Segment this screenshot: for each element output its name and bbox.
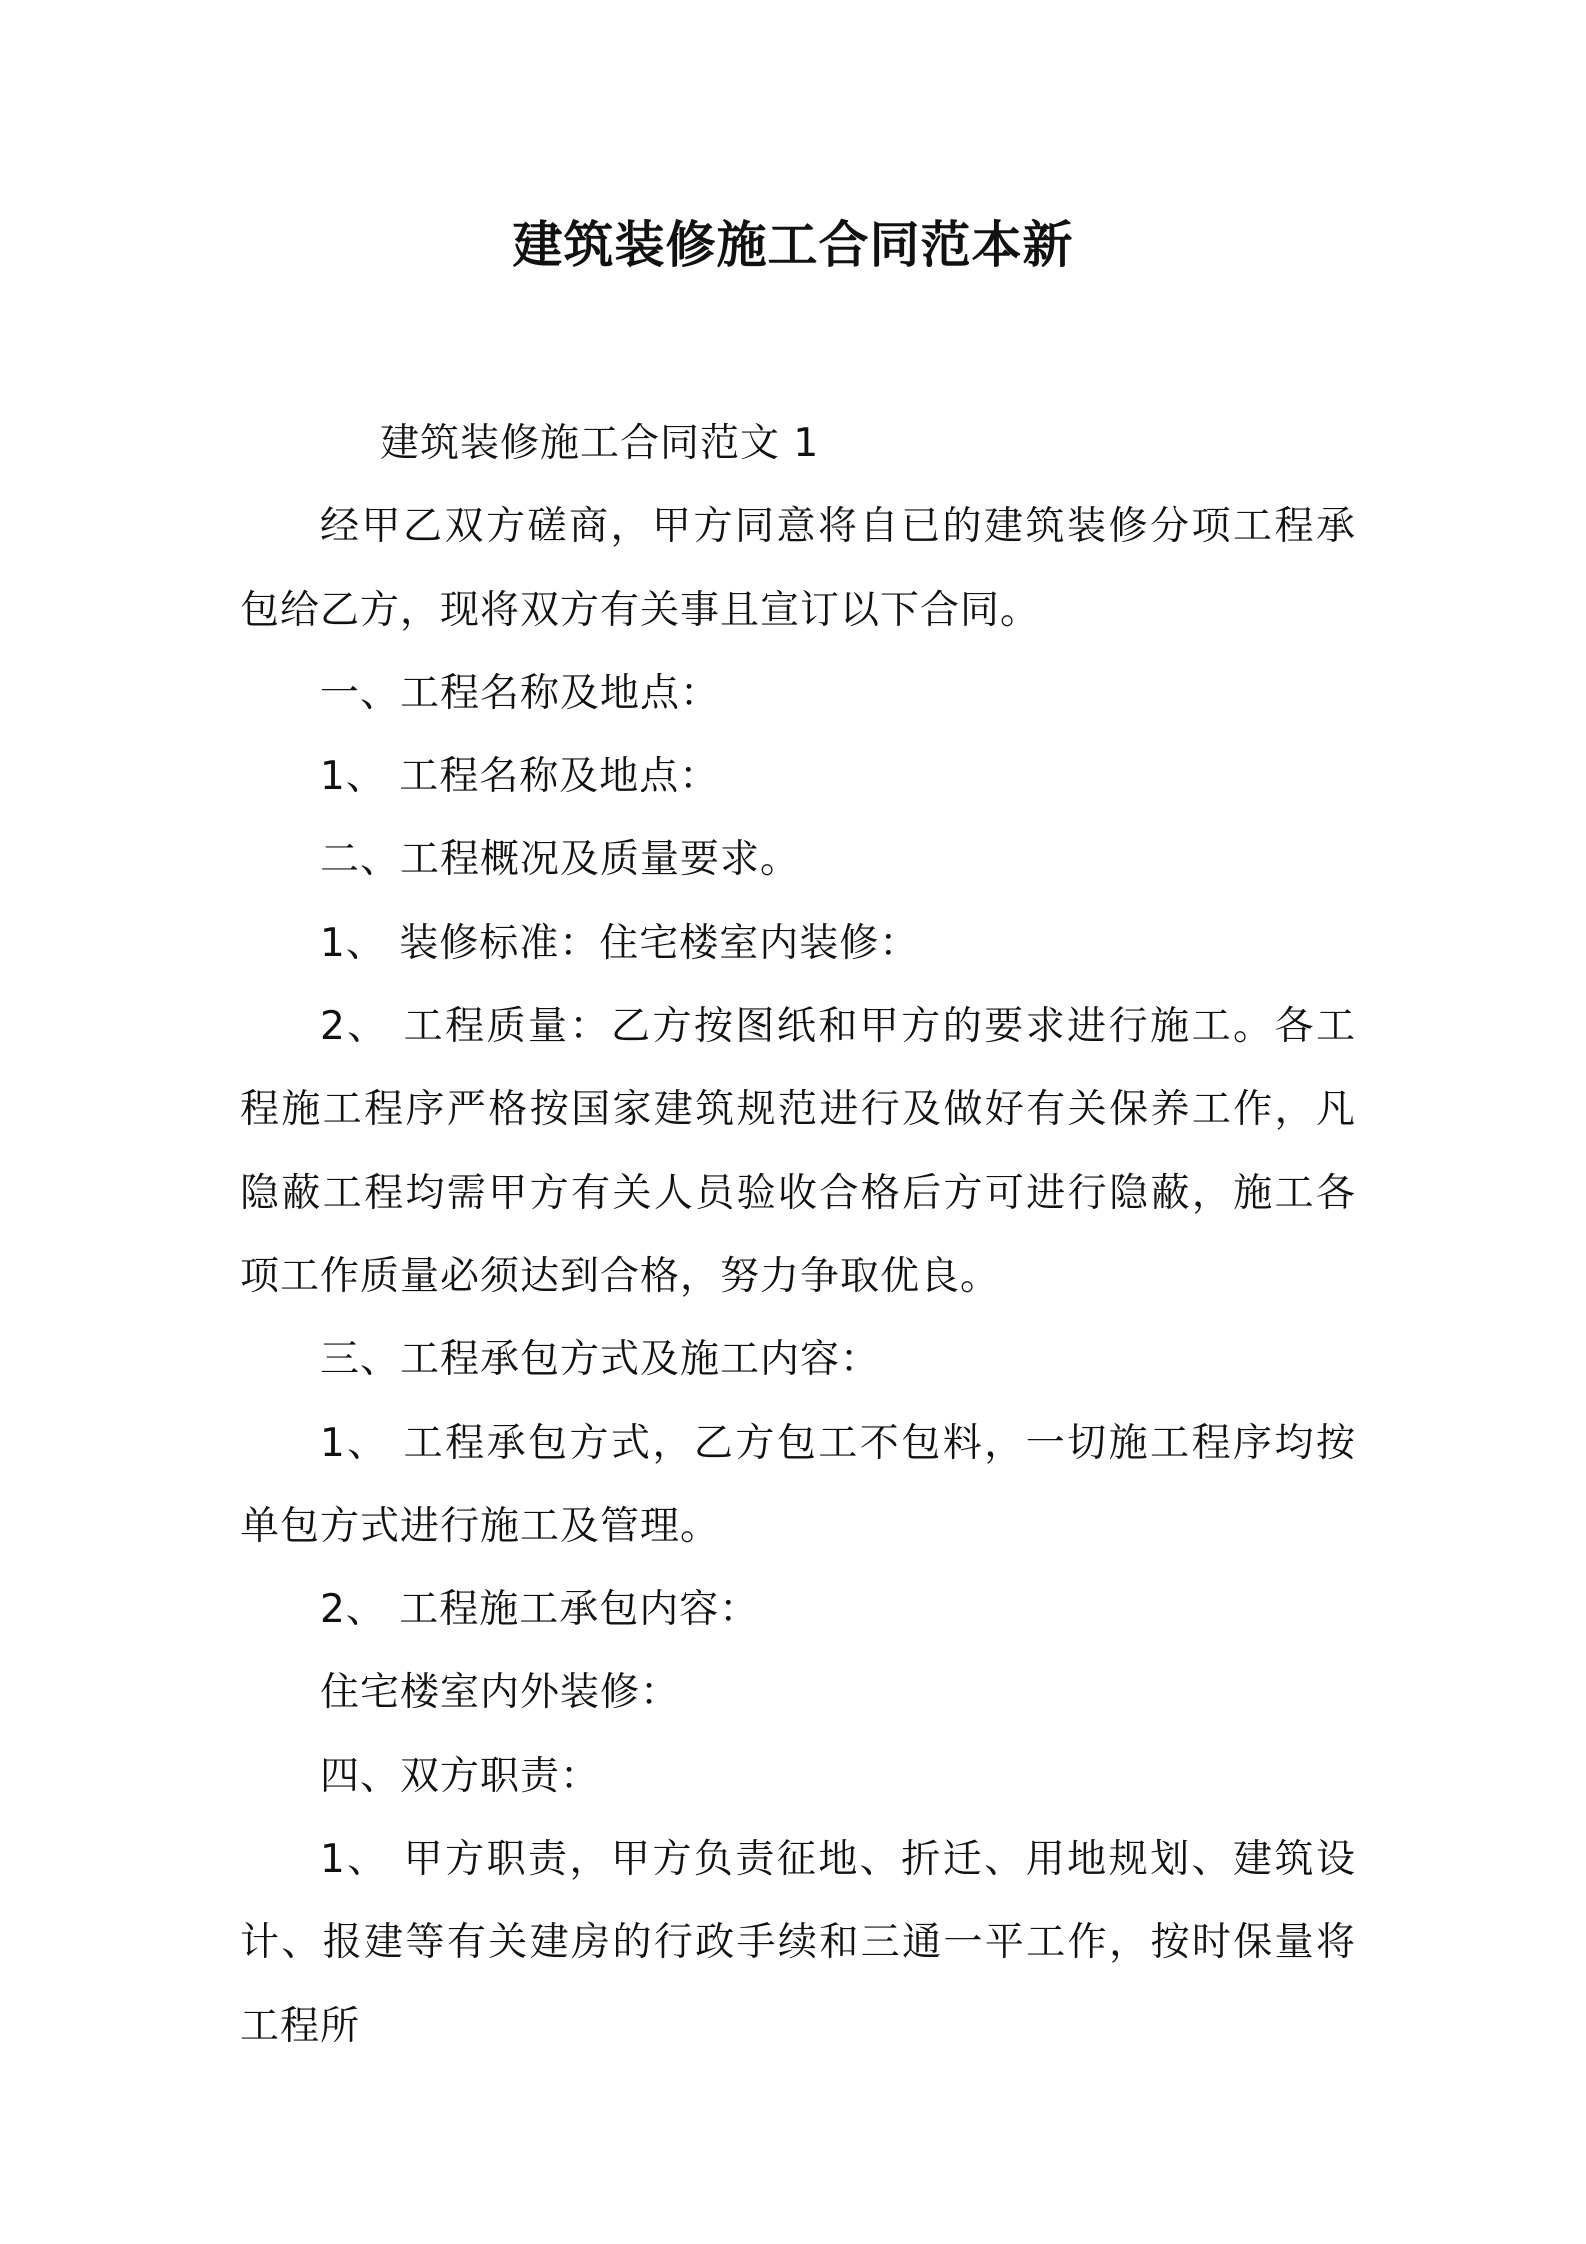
paragraph: 四、双方职责： — [320, 1753, 601, 1799]
paragraph: 经甲乙双方磋商，甲方同意将自已的建筑装修分项工程承包给乙方，现将双方有关事且宣订以下合同。 — [240, 504, 1356, 633]
paragraph: 住宅楼室内外装修： — [320, 1670, 681, 1716]
paragraph: 一、工程名称及地点： — [320, 670, 721, 716]
paragraph: 1、 工程承包方式，乙方包工不包料，一切施工程序均按单包方式进行施工及管理。 — [240, 1420, 1356, 1549]
paragraph: 1、 工程名称及地点： — [320, 754, 720, 800]
paragraph: 1、 甲方职责，甲方负责征地、折迁、用地规划、建筑设计、报建等有关建房的行政手续和三通一平工作，按时保量将工程所 — [240, 1837, 1356, 2049]
paragraph: 2、 工程施工承包内容： — [320, 1587, 760, 1633]
paragraph: 2、 工程质量：乙方按图纸和甲方的要求进行施工。各工程施工程序严格按国家建筑规范进行及做好有关保养工作，凡隐蔽工程均需甲方有关人员验收合格后方可进行隐蔽，施工各项工作质量必须达到合格，努力争取优良。 — [240, 1004, 1356, 1299]
paragraph: 三、工程承包方式及施工内容： — [320, 1337, 881, 1383]
document-body — [240, 402, 1356, 2068]
paragraph: 1、 装修标准：住宅楼室内装修： — [320, 920, 920, 966]
paragraph: 二、工程概况及质量要求。 — [320, 837, 801, 883]
section-heading: 建筑装修施工合同范文 1 — [380, 421, 820, 466]
document-title: 建筑装修施工合同范本新 — [512, 216, 1074, 274]
